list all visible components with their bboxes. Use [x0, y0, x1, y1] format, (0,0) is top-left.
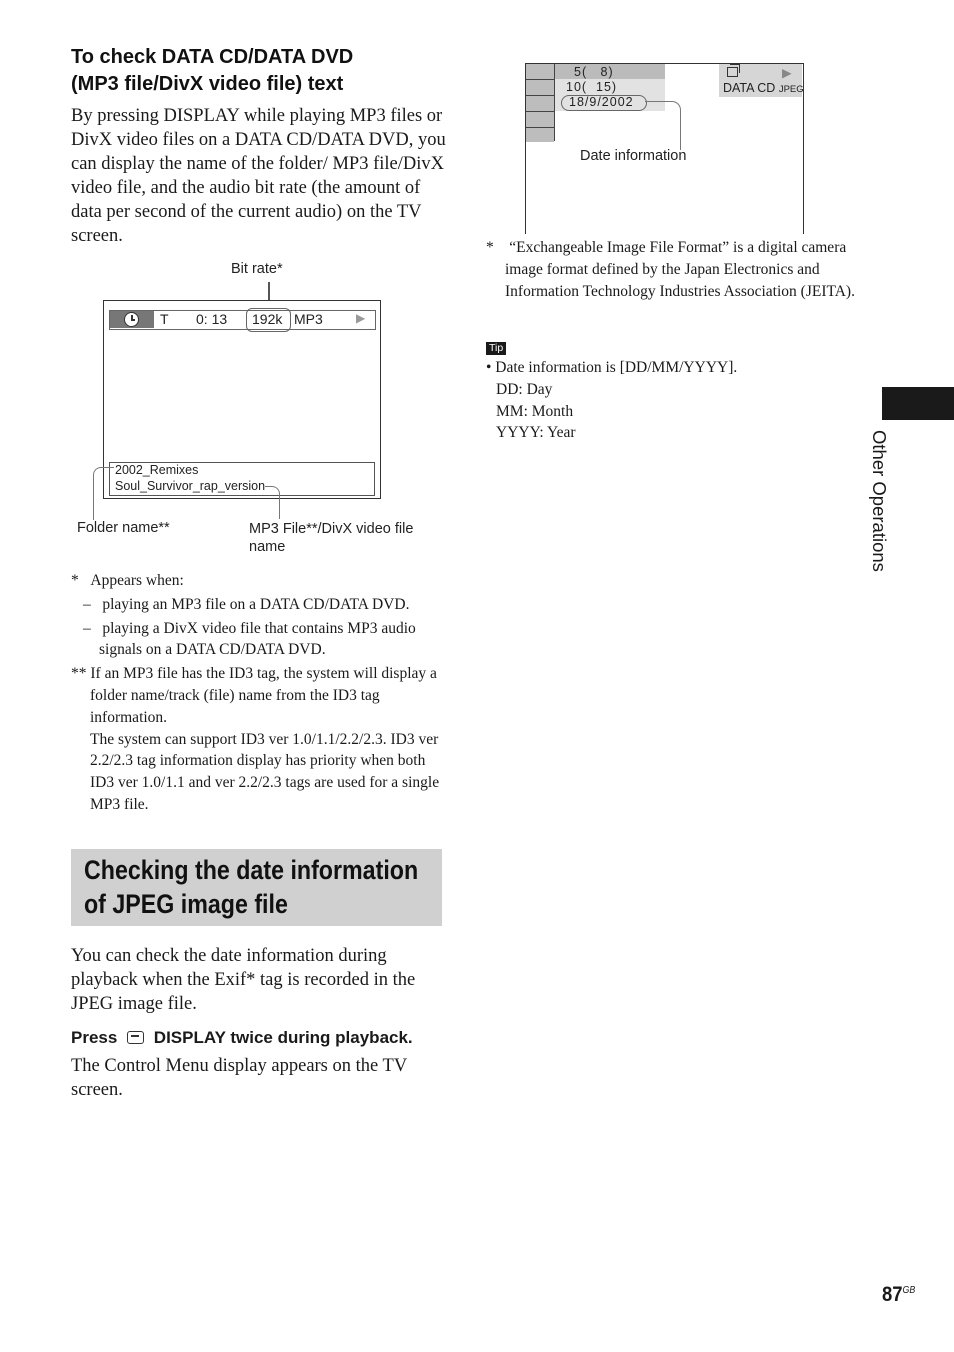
track-label: T	[160, 311, 169, 327]
date-information-label: Date information	[580, 148, 687, 164]
file-name-label: MP3 File**/DivX video file name	[249, 521, 414, 555]
clock-icon	[124, 312, 139, 327]
folder-name-label: Folder name**	[77, 520, 170, 536]
footnote-dash-2: – playing a DivX video file that contains MP3 audio signals on a DATA CD/DATA DVD.	[83, 619, 416, 659]
heading-line-1: To check DATA CD/DATA DVD	[71, 46, 354, 68]
menu-icon-cell	[526, 96, 554, 112]
section-heading	[71, 44, 451, 98]
tip-content	[486, 357, 856, 444]
footnote-2: ** If an MP3 file has the ID3 tag, the system will display a folder name/track (file) name from the ID3 tag information.	[71, 665, 437, 726]
file-leader-line	[265, 486, 280, 519]
play-icon-jpeg: ▶	[782, 66, 792, 80]
footnote-1: * Appears when:	[71, 572, 184, 589]
format-value: MP3	[294, 311, 323, 327]
section-title-line-2: of JPEG image file	[84, 889, 288, 919]
chapter-label: Other Operations	[869, 430, 890, 572]
picture-icon	[727, 67, 738, 77]
tip-badge: Tip	[486, 342, 506, 355]
menu-icon-column	[526, 64, 555, 141]
step-result: The Control Menu display appears on the TV screen.	[71, 1056, 407, 1100]
menu-icon-cell	[526, 128, 554, 142]
tip-line-3: MM: Month	[496, 402, 574, 420]
tip-line-4: YYYY: Year	[496, 424, 576, 442]
file-name-value: Soul_Survivor_rap_version	[115, 479, 266, 493]
date-value: 18/9/2002	[569, 95, 634, 109]
exif-footnote: * “Exchangeable Image File Format” is a digital camera image format defined by the Japan Electronics and Information Technology Industries Association (JEITA).	[486, 239, 855, 300]
tip-line-2: DD: Day	[496, 380, 553, 398]
section-title	[84, 853, 419, 921]
section-intro: You can check the date information during playback when the Exif* tag is recorded in the JPEG image file.	[71, 946, 416, 1014]
menu-icon-cell	[526, 80, 554, 96]
heading-line-2: (MP3 file/DivX video file) text	[71, 73, 344, 95]
menu-icon-cell	[526, 64, 554, 80]
play-icon: ▶	[356, 311, 366, 325]
footnote-2-continued: The system can support ID3 ver 1.0/1.1/2.2/2.3. ID3 ver 2.2/2.3 tag information display has priority when both ID3 ver 1.0/1.1 and ver 2.2/2.3 tags are used for a single MP3 file.	[90, 730, 440, 813]
footnote-dash-1: – playing an MP3 file on a DATA CD/DATA DVD.	[83, 595, 410, 613]
bitrate-value: 192k	[252, 311, 283, 327]
date-leader-line	[645, 101, 681, 150]
folder-count: 5( 8)	[574, 65, 614, 79]
display-button-icon	[127, 1031, 144, 1044]
elapsed-time: 0: 13	[196, 311, 228, 327]
tip-line-1: • Date information is [DD/MM/YYYY].	[486, 359, 738, 376]
file-count: 10( 15)	[566, 80, 618, 94]
disc-type: DATA CD JPEG	[723, 81, 804, 95]
section-title-line-1: Checking the date information	[84, 855, 419, 885]
folder-leader-line	[93, 467, 114, 520]
procedure-step: Press DISPLAY twice during playback.	[71, 1028, 413, 1047]
folder-name-value: 2002_Remixes	[115, 463, 199, 477]
menu-icon-cell	[526, 112, 554, 128]
chapter-tab	[882, 387, 954, 420]
intro-paragraph: By pressing DISPLAY while playing MP3 files or DivX video files on a DATA CD/DATA DVD, you can display the name of the folder/ MP3 file/DivX video file, and the audio bit rate (the amount of data per second of the current audio) on the TV screen.	[71, 106, 446, 246]
bitrate-label: Bit rate*	[231, 261, 283, 277]
page-number: $87^{GB}$	[882, 1283, 916, 1306]
footnotes	[71, 570, 446, 816]
